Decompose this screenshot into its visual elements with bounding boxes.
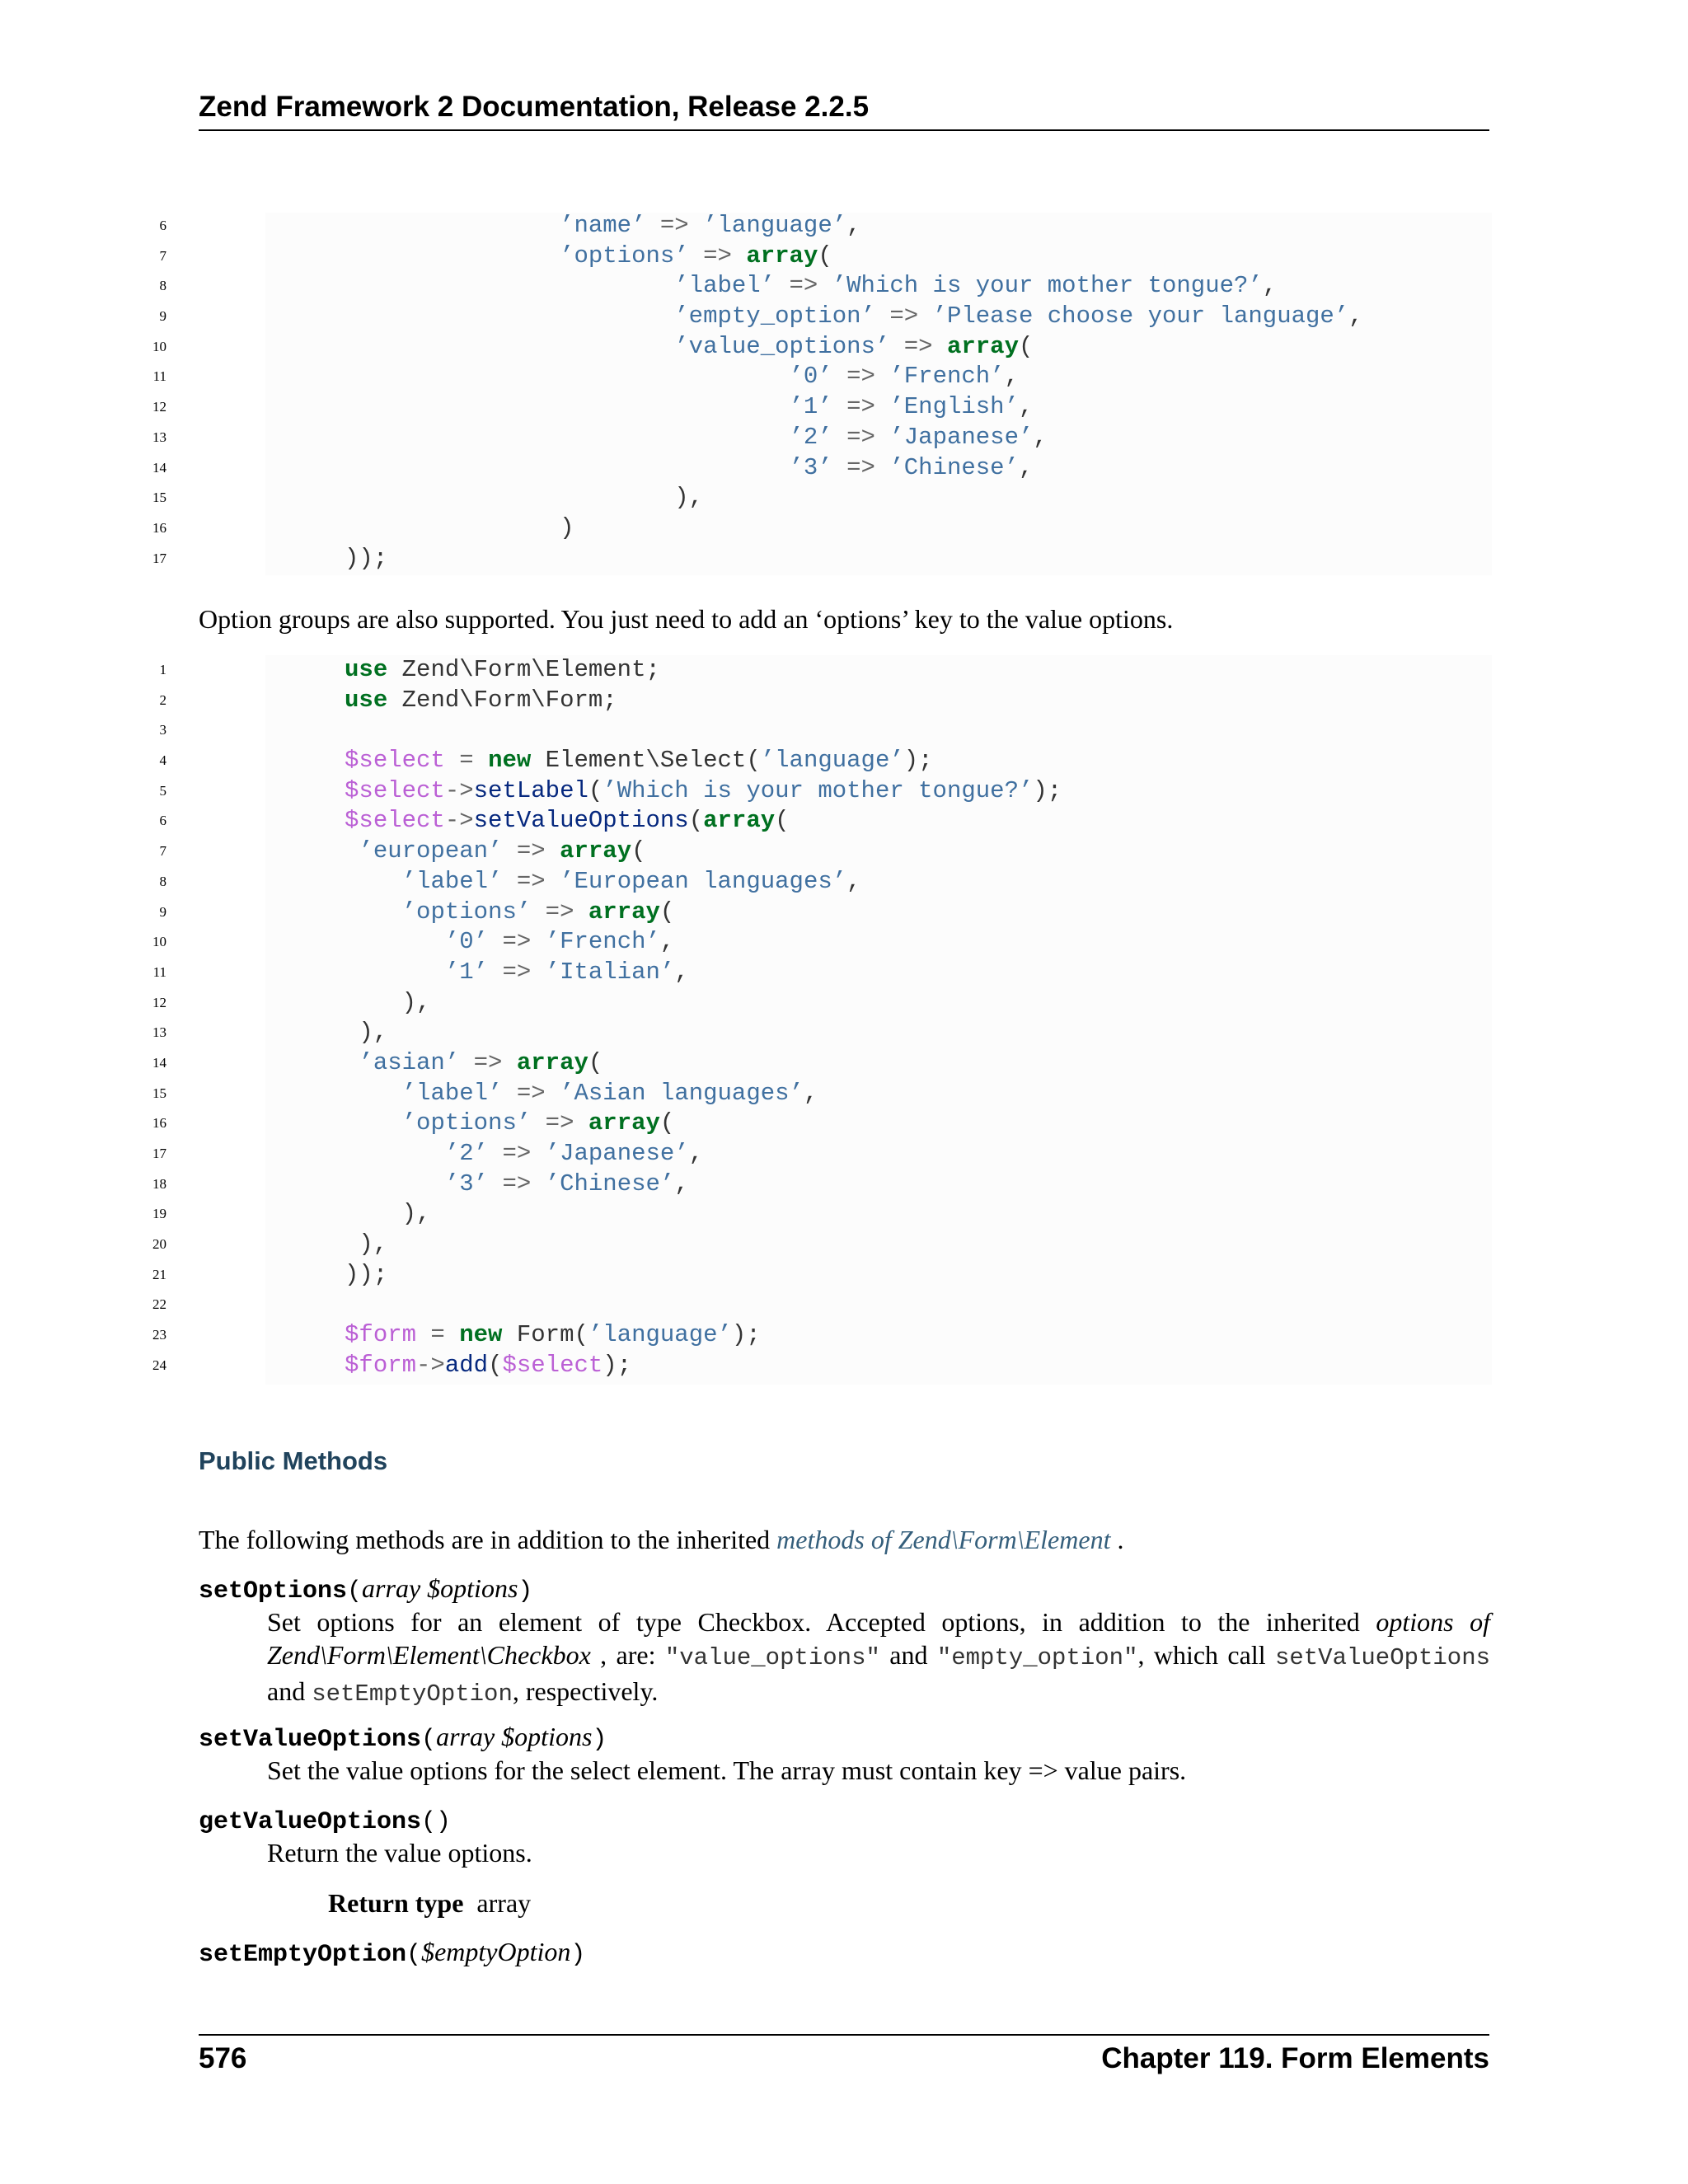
code-line	[148, 211, 1492, 241]
method-name: setValueOptions	[199, 1726, 422, 1754]
method-description-setoptions: Set options for an element of type Checkbox. Accepted options, in addition to the inherited options of Zend\Form\Element\Checkbox , are: "value_options" and "empty_option", which call setValueOptions and setEmptyOption, respectively.	[267, 1607, 1491, 1708]
code-text: ’european’ => array(	[359, 837, 646, 865]
line-number: 10	[152, 934, 166, 950]
code-text: ’value_options’ => array(	[674, 332, 1034, 360]
method-description-setvalueoptions: Set the value options for the select element. The array must contain key => value pairs.	[267, 1755, 1187, 1785]
code-text: ),	[359, 1019, 388, 1047]
code-text: ’3’ => ’Chinese’,	[444, 1169, 689, 1197]
code-text: ’label’ => ’European languages’,	[401, 867, 861, 895]
intro-prefix: The following methods are in addition to the inherited	[199, 1525, 777, 1554]
line-number: 15	[152, 1085, 166, 1101]
line-number: 15	[152, 490, 166, 506]
code-line	[148, 483, 1492, 513]
line-number: 8	[159, 278, 166, 294]
line-number: 3	[159, 722, 166, 738]
code-text: ’label’ => ’Asian languages’,	[401, 1079, 818, 1107]
line-number: 12	[152, 994, 166, 1010]
code-text: ’1’ => ’English’,	[789, 393, 1034, 421]
code-line	[148, 513, 1492, 544]
code-text: $select = new Element\Select(’language’);	[345, 747, 933, 775]
code-line	[148, 392, 1492, 423]
line-number: 14	[152, 459, 166, 476]
code-line	[148, 837, 1492, 867]
code-line	[148, 1139, 1492, 1169]
code-line	[148, 867, 1492, 898]
line-number: 21	[152, 1266, 166, 1282]
section-heading-public-methods: Public Methods	[199, 1446, 388, 1475]
code-text: ’2’ => ’Japanese’,	[789, 423, 1048, 451]
public-methods-intro	[199, 1523, 1489, 1556]
line-number: 7	[159, 247, 166, 264]
code-line	[148, 544, 1492, 574]
method-param: $emptyOption	[421, 1937, 571, 1966]
code-line	[148, 332, 1492, 363]
code-text: ’options’ => array(	[401, 1109, 675, 1137]
code-text: ),	[401, 988, 431, 1016]
code-line	[148, 655, 1492, 686]
code-text: $select->setLabel(’Which is your mother tongue?’);	[345, 776, 1062, 804]
code-line	[148, 1351, 1492, 1381]
page-header-title: Zend Framework 2 Documentation, Release 2.2.5	[199, 91, 870, 123]
line-number: 11	[152, 368, 166, 385]
code-line	[148, 241, 1492, 272]
line-number: 18	[152, 1175, 166, 1192]
line-number: 14	[152, 1054, 166, 1071]
code-text: ’label’ => ’Which is your mother tongue?’,	[674, 272, 1278, 300]
code-text: ’2’ => ’Japanese’,	[444, 1140, 704, 1167]
method-signature-setemptyoption: setEmptyOption($emptyOption)	[199, 1937, 586, 1969]
code-text: ),	[674, 484, 704, 512]
page-number: 576	[199, 2042, 247, 2074]
code-line	[148, 988, 1492, 1019]
code-text: ’0’ => ’French’,	[789, 363, 1019, 391]
line-number: 23	[152, 1327, 166, 1343]
line-number: 13	[152, 429, 166, 445]
line-number: 16	[152, 519, 166, 536]
return-type-value: array	[476, 1888, 532, 1918]
code-line	[148, 927, 1492, 958]
code-line	[148, 1199, 1492, 1230]
code-text: ));	[345, 1260, 388, 1288]
checkbox-options-link[interactable]: options of Zend\Form\Element\Checkbox	[267, 1607, 1491, 1670]
code-text: ’options’ => array(	[560, 241, 832, 269]
line-number: 9	[159, 903, 166, 920]
code-line	[148, 715, 1492, 746]
method-name: getValueOptions	[199, 1808, 422, 1836]
code-text: $form = new Form(’language’);	[345, 1321, 761, 1349]
code-text: ’asian’ => array(	[359, 1048, 603, 1076]
line-number: 17	[152, 550, 166, 566]
line-number: 1	[159, 662, 166, 677]
code-line	[148, 1320, 1492, 1351]
code-text: use Zend\Form\Element;	[345, 656, 660, 683]
code-line	[148, 1018, 1492, 1048]
line-number: 5	[159, 782, 166, 799]
code-text: use Zend\Form\Form;	[345, 686, 617, 714]
line-number: 16	[152, 1115, 166, 1132]
code-line	[148, 1079, 1492, 1109]
line-number: 9	[159, 308, 166, 325]
code-line	[148, 1230, 1492, 1260]
code-text: ));	[345, 544, 388, 572]
method-param: array $options	[436, 1722, 593, 1751]
code-line	[148, 302, 1492, 332]
code-line	[148, 898, 1492, 928]
line-number: 20	[152, 1236, 166, 1253]
method-signature-getvalueoptions: getValueOptions()	[199, 1808, 452, 1836]
code-line	[148, 776, 1492, 807]
code-text: ’empty_option’ => ’Please choose your language’,	[674, 302, 1363, 330]
paragraph-option-groups: Option groups are also supported. You just need to add an ‘options’ key to the value options.	[199, 604, 1174, 634]
code-line	[148, 1290, 1492, 1320]
intro-suffix: .	[1110, 1525, 1124, 1554]
line-number: 2	[159, 691, 166, 708]
code-text: $select->setValueOptions(array(	[345, 807, 790, 835]
code-line	[148, 1169, 1492, 1200]
line-number: 11	[152, 963, 166, 980]
line-number: 13	[152, 1024, 166, 1041]
line-number: 7	[159, 843, 166, 860]
code-text: ’3’ => ’Chinese’,	[789, 453, 1034, 481]
code-block-1	[148, 211, 1492, 574]
method-name: setOptions	[199, 1577, 348, 1605]
code-line	[148, 453, 1492, 484]
code-text: $form->add($select);	[345, 1351, 632, 1379]
method-description-getvalueoptions: Return the value options.	[267, 1838, 532, 1868]
line-number: 4	[159, 752, 166, 769]
code-line	[148, 362, 1492, 392]
line-number: 22	[152, 1296, 166, 1313]
code-line	[148, 806, 1492, 837]
method-param: array $options	[362, 1573, 518, 1603]
code-line	[148, 271, 1492, 302]
line-number: 12	[152, 399, 166, 415]
code-text: ),	[359, 1230, 388, 1258]
code-text: ),	[401, 1200, 431, 1228]
code-text: )	[560, 513, 574, 541]
return-type-label: Return type	[328, 1888, 464, 1918]
method-signature-setvalueoptions: setValueOptions(array $options)	[199, 1722, 607, 1754]
code-text: ’name’ => ’language’,	[560, 212, 861, 239]
code-line	[148, 1048, 1492, 1079]
code-line	[148, 746, 1492, 776]
code-block-2	[148, 655, 1492, 1381]
method-signature-setoptions: setOptions(array $options)	[199, 1573, 533, 1605]
line-number: 17	[152, 1146, 166, 1161]
code-line	[148, 1260, 1492, 1291]
methods-of-element-link[interactable]: methods of Zend\Form\Element	[776, 1525, 1111, 1554]
line-number: 19	[152, 1206, 166, 1222]
method-name: setEmptyOption	[199, 1941, 407, 1969]
code-text: ’1’ => ’Italian’,	[444, 958, 689, 986]
header-rule	[199, 129, 1489, 131]
line-number: 8	[159, 873, 166, 889]
line-number: 24	[152, 1357, 166, 1373]
footer-rule	[199, 2034, 1489, 2036]
code-line	[148, 686, 1492, 716]
chapter-title: Chapter 119. Form Elements	[1101, 2042, 1489, 2074]
line-number: 6	[159, 813, 166, 829]
line-number: 10	[152, 338, 166, 354]
return-type-field	[328, 1886, 531, 1919]
code-text: ’options’ => array(	[401, 898, 675, 926]
code-line	[148, 1108, 1492, 1139]
code-text: ’0’ => ’French’,	[444, 928, 675, 956]
code-line	[148, 958, 1492, 988]
code-line	[148, 423, 1492, 453]
line-number: 6	[159, 218, 166, 233]
